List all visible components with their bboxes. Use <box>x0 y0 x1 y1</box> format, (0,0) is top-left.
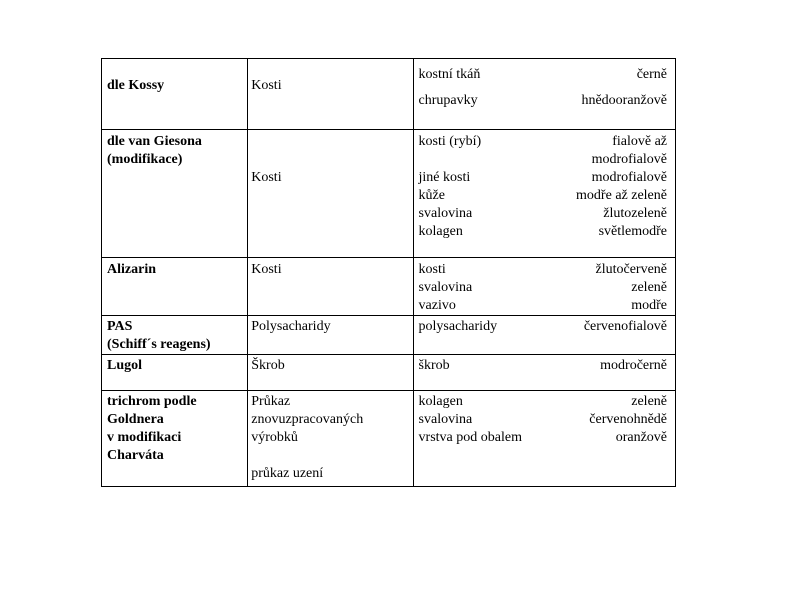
object-label: Kosti <box>251 170 282 185</box>
result-cell <box>413 391 675 487</box>
table-row <box>102 355 676 391</box>
result-cell <box>413 59 675 130</box>
tissue-label: svalovina <box>418 280 473 295</box>
method-cell <box>102 316 248 355</box>
result-line <box>419 169 667 187</box>
color-label: světlemodře <box>598 224 667 239</box>
color-label: modře až zeleně <box>576 188 667 203</box>
result-line <box>419 297 667 315</box>
color-label: fialově až <box>612 134 667 149</box>
result-line <box>419 66 667 84</box>
tissue-label: kolagen <box>418 224 463 239</box>
result-line <box>419 357 667 375</box>
object-cell <box>248 258 413 316</box>
method-cell <box>102 391 248 487</box>
result-line <box>419 279 667 297</box>
tissue-label: kůže <box>418 188 445 203</box>
object-cell <box>248 355 413 391</box>
color-label: žlutozeleně <box>603 206 667 221</box>
color-label: žlutočerveně <box>595 262 667 277</box>
result-line <box>419 223 667 241</box>
object-label: znovuzpracovaných <box>251 412 364 427</box>
object-spacer <box>251 447 412 465</box>
tissue-label: jiné kosti <box>418 170 471 185</box>
object-cell <box>248 59 413 130</box>
method-label: Goldnera <box>107 412 164 427</box>
method-cell <box>102 258 248 316</box>
color-label: zeleně <box>631 280 667 295</box>
method-label: dle van Giesona <box>107 134 202 149</box>
color-label: oranžově <box>615 430 667 445</box>
result-cell <box>413 316 675 355</box>
tissue-label: polysacharidy <box>418 319 498 334</box>
color-label: černě <box>636 67 667 82</box>
color-label: modročerně <box>600 358 667 373</box>
color-label: modrofialově <box>591 170 667 185</box>
object-label: výrobků <box>251 430 298 445</box>
object-cell <box>248 130 413 258</box>
method-label: Lugol <box>107 358 143 373</box>
object-label: průkaz uzení <box>251 466 324 481</box>
tissue-label: vazivo <box>418 298 456 313</box>
color-label: modře <box>631 298 667 313</box>
method-label: Alizarin <box>107 262 156 277</box>
color-label: zeleně <box>631 394 667 409</box>
object-label: Polysacharidy <box>251 319 331 334</box>
method-label: PAS <box>107 319 133 334</box>
method-cell <box>102 355 248 391</box>
result-line <box>419 133 667 151</box>
result-line <box>419 429 667 447</box>
result-line <box>419 411 667 429</box>
tissue-label: kosti (rybí) <box>418 134 482 149</box>
color-label: červenohnědě <box>589 412 667 427</box>
object-label: Škrob <box>251 358 285 373</box>
method-label: Charváta <box>107 448 164 463</box>
result-line <box>419 318 667 336</box>
tissue-label: škrob <box>418 358 450 373</box>
method-cell <box>102 59 248 130</box>
method-label: (modifikace) <box>107 152 183 167</box>
result-line <box>419 187 667 205</box>
method-cell <box>102 130 248 258</box>
method-label: (Schiff´s reagens) <box>107 337 211 352</box>
tissue-label: chrupavky <box>418 93 478 108</box>
result-line <box>419 393 667 411</box>
result-cell <box>413 355 675 391</box>
tissue-label: kosti <box>418 262 446 277</box>
tissue-label: svalovina <box>418 206 473 221</box>
staining-methods-table <box>101 58 676 487</box>
object-cell <box>248 391 413 487</box>
color-label: červenofialově <box>583 319 667 334</box>
result-line <box>419 205 667 223</box>
table-row <box>102 391 676 487</box>
object-label: Průkaz <box>251 394 291 409</box>
result-line <box>419 261 667 279</box>
tissue-label: kolagen <box>418 394 463 409</box>
table-row <box>102 316 676 355</box>
color-label: hnědooranžově <box>581 93 667 108</box>
result-cell <box>413 258 675 316</box>
tissue-label: vrstva pod obalem <box>418 430 522 445</box>
result-cell <box>413 130 675 258</box>
tissue-label: svalovina <box>418 412 473 427</box>
result-line <box>419 92 667 110</box>
method-label: trichrom podle <box>107 394 197 409</box>
object-label: Kosti <box>251 262 282 277</box>
tissue-label: kostní tkáň <box>418 67 481 82</box>
method-label: v modifikaci <box>107 430 182 445</box>
table-row <box>102 59 676 130</box>
table-row <box>102 258 676 316</box>
method-label: dle Kossy <box>107 78 165 93</box>
result-line <box>419 151 667 169</box>
object-label: Kosti <box>251 78 282 93</box>
object-cell <box>248 316 413 355</box>
table-row <box>102 130 676 258</box>
color-label: modrofialově <box>591 152 667 167</box>
